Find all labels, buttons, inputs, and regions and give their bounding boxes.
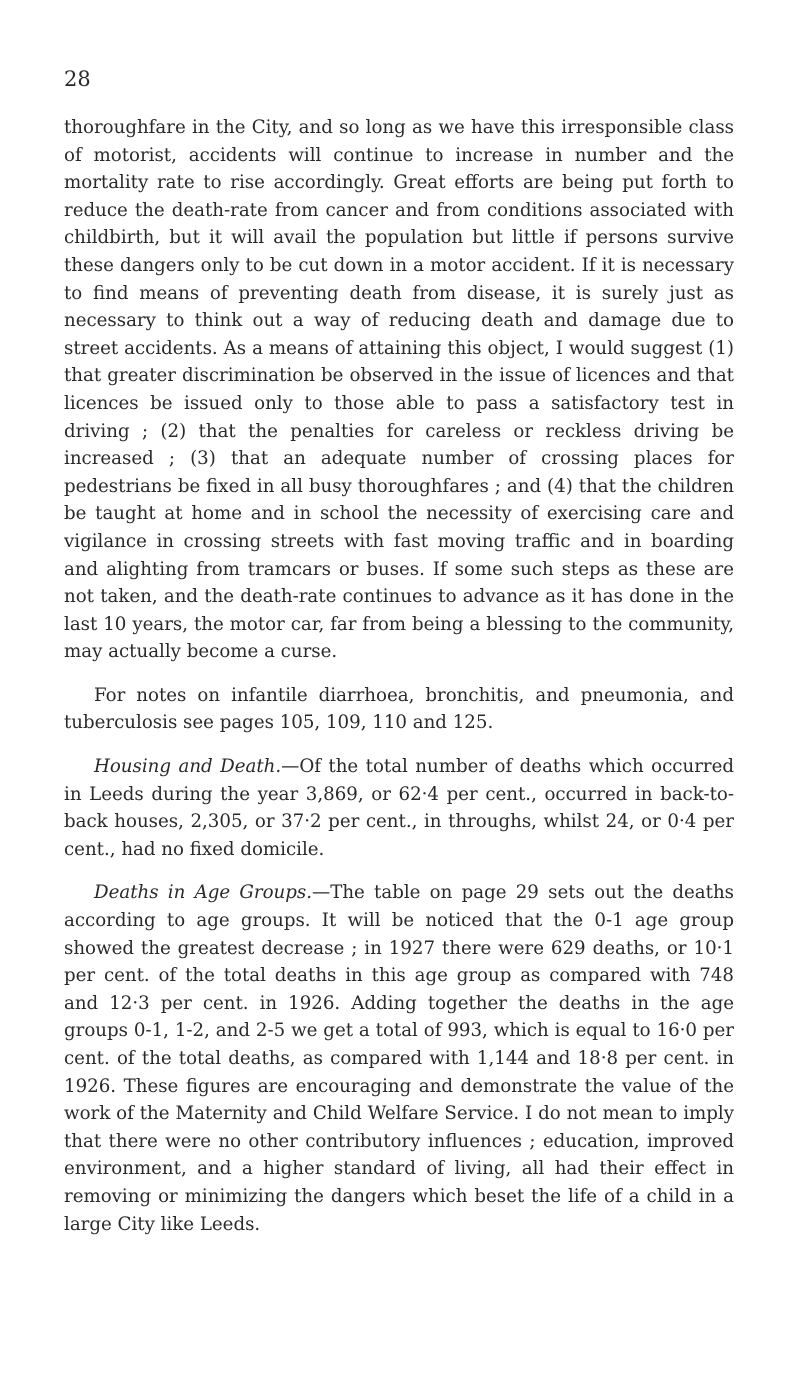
paragraph-deaths-in-age-groups	[64, 879, 734, 1238]
page-number: 28	[64, 67, 91, 91]
paragraph-motor-accidents: thoroughfare in the City, and so long as we have this irresponsible class of motorist, accidents will continue to increase in number and the mortality rate to rise accordingly. Great efforts are being put forth to reduce the death-rate from cancer and from conditions associated with childbirth, but it will avail the population but little if persons survive these dangers only to be cut down in a motor accident. If it is necessary to find means of preventing death from disease, it is surely just as necessary to think out a way of reducing death and damage due to street accidents. As a means of attaining this object, I would suggest (1) that greater discrimination be observed in the issue of licences and that licences be issued only to those able to pass a satisfactory test in driving ; (2) that the penalties for careless or reckless driving be increased ; (3) that an adequate number of crossing places for pedestrians be fixed in all busy thoroughfares ; and (4) that the children be taught at home and in school the necessity of exercising care and vigilance in crossing streets with fast moving traffic and in boarding and alighting from tramcars or buses. If some such steps as these are not taken, and the death-rate continues to advance as it has done in the last 10 years, the motor car, far from being a blessing to the community, may actually become a curse.	[64, 117, 734, 663]
section-heading-deaths-in-age-groups: Deaths in Age Groups.	[94, 882, 313, 904]
section-heading-housing-and-death: Housing and Death.	[94, 756, 282, 778]
paragraph-housing-and-death	[64, 753, 734, 863]
body-text	[64, 114, 734, 1254]
paragraph-notes-reference: For notes on infantile diarrhoea, bronchitis, and pneumonia, and tuberculosis see pages 105, 109, 110 and 125.	[64, 684, 734, 734]
paragraph-deaths-in-age-groups-text: —The table on page 29 sets out the deaths according to age groups. It will be noticed that the 0-1 age group showed the greatest decrease ; in 1927 there were 629 deaths, or 10·1 per cent. of the total deaths in this age group as compared with 748 and 12·3 per cent. in 1926. Adding together the deaths in the age groups 0-1, 1-2, and 2-5 we get a total of 993, which is equal to 16·0 per cent. of the total deaths, as compared with 1,144 and 18·8 per cent. in 1926. These figures are encouraging and demonstrate the value of the work of the Maternity and Child Welfare Service. I do not mean to imply that there were no other contributory influences ; education, improved environment, and a higher standard of living, all had their effect in removing or minimizing the dangers which beset the life of a child in a large City like Leeds.	[64, 882, 734, 1235]
paragraph-housing-and-death-text: —Of the total number of deaths which occurred in Leeds during the year 3,869, or 62·4 per cent., occurred in back-to-back houses, 2,305, or 37·2 per cent., in throughs, whilst 24, or 0·4 per cent., had no fixed domicile.	[64, 756, 734, 860]
